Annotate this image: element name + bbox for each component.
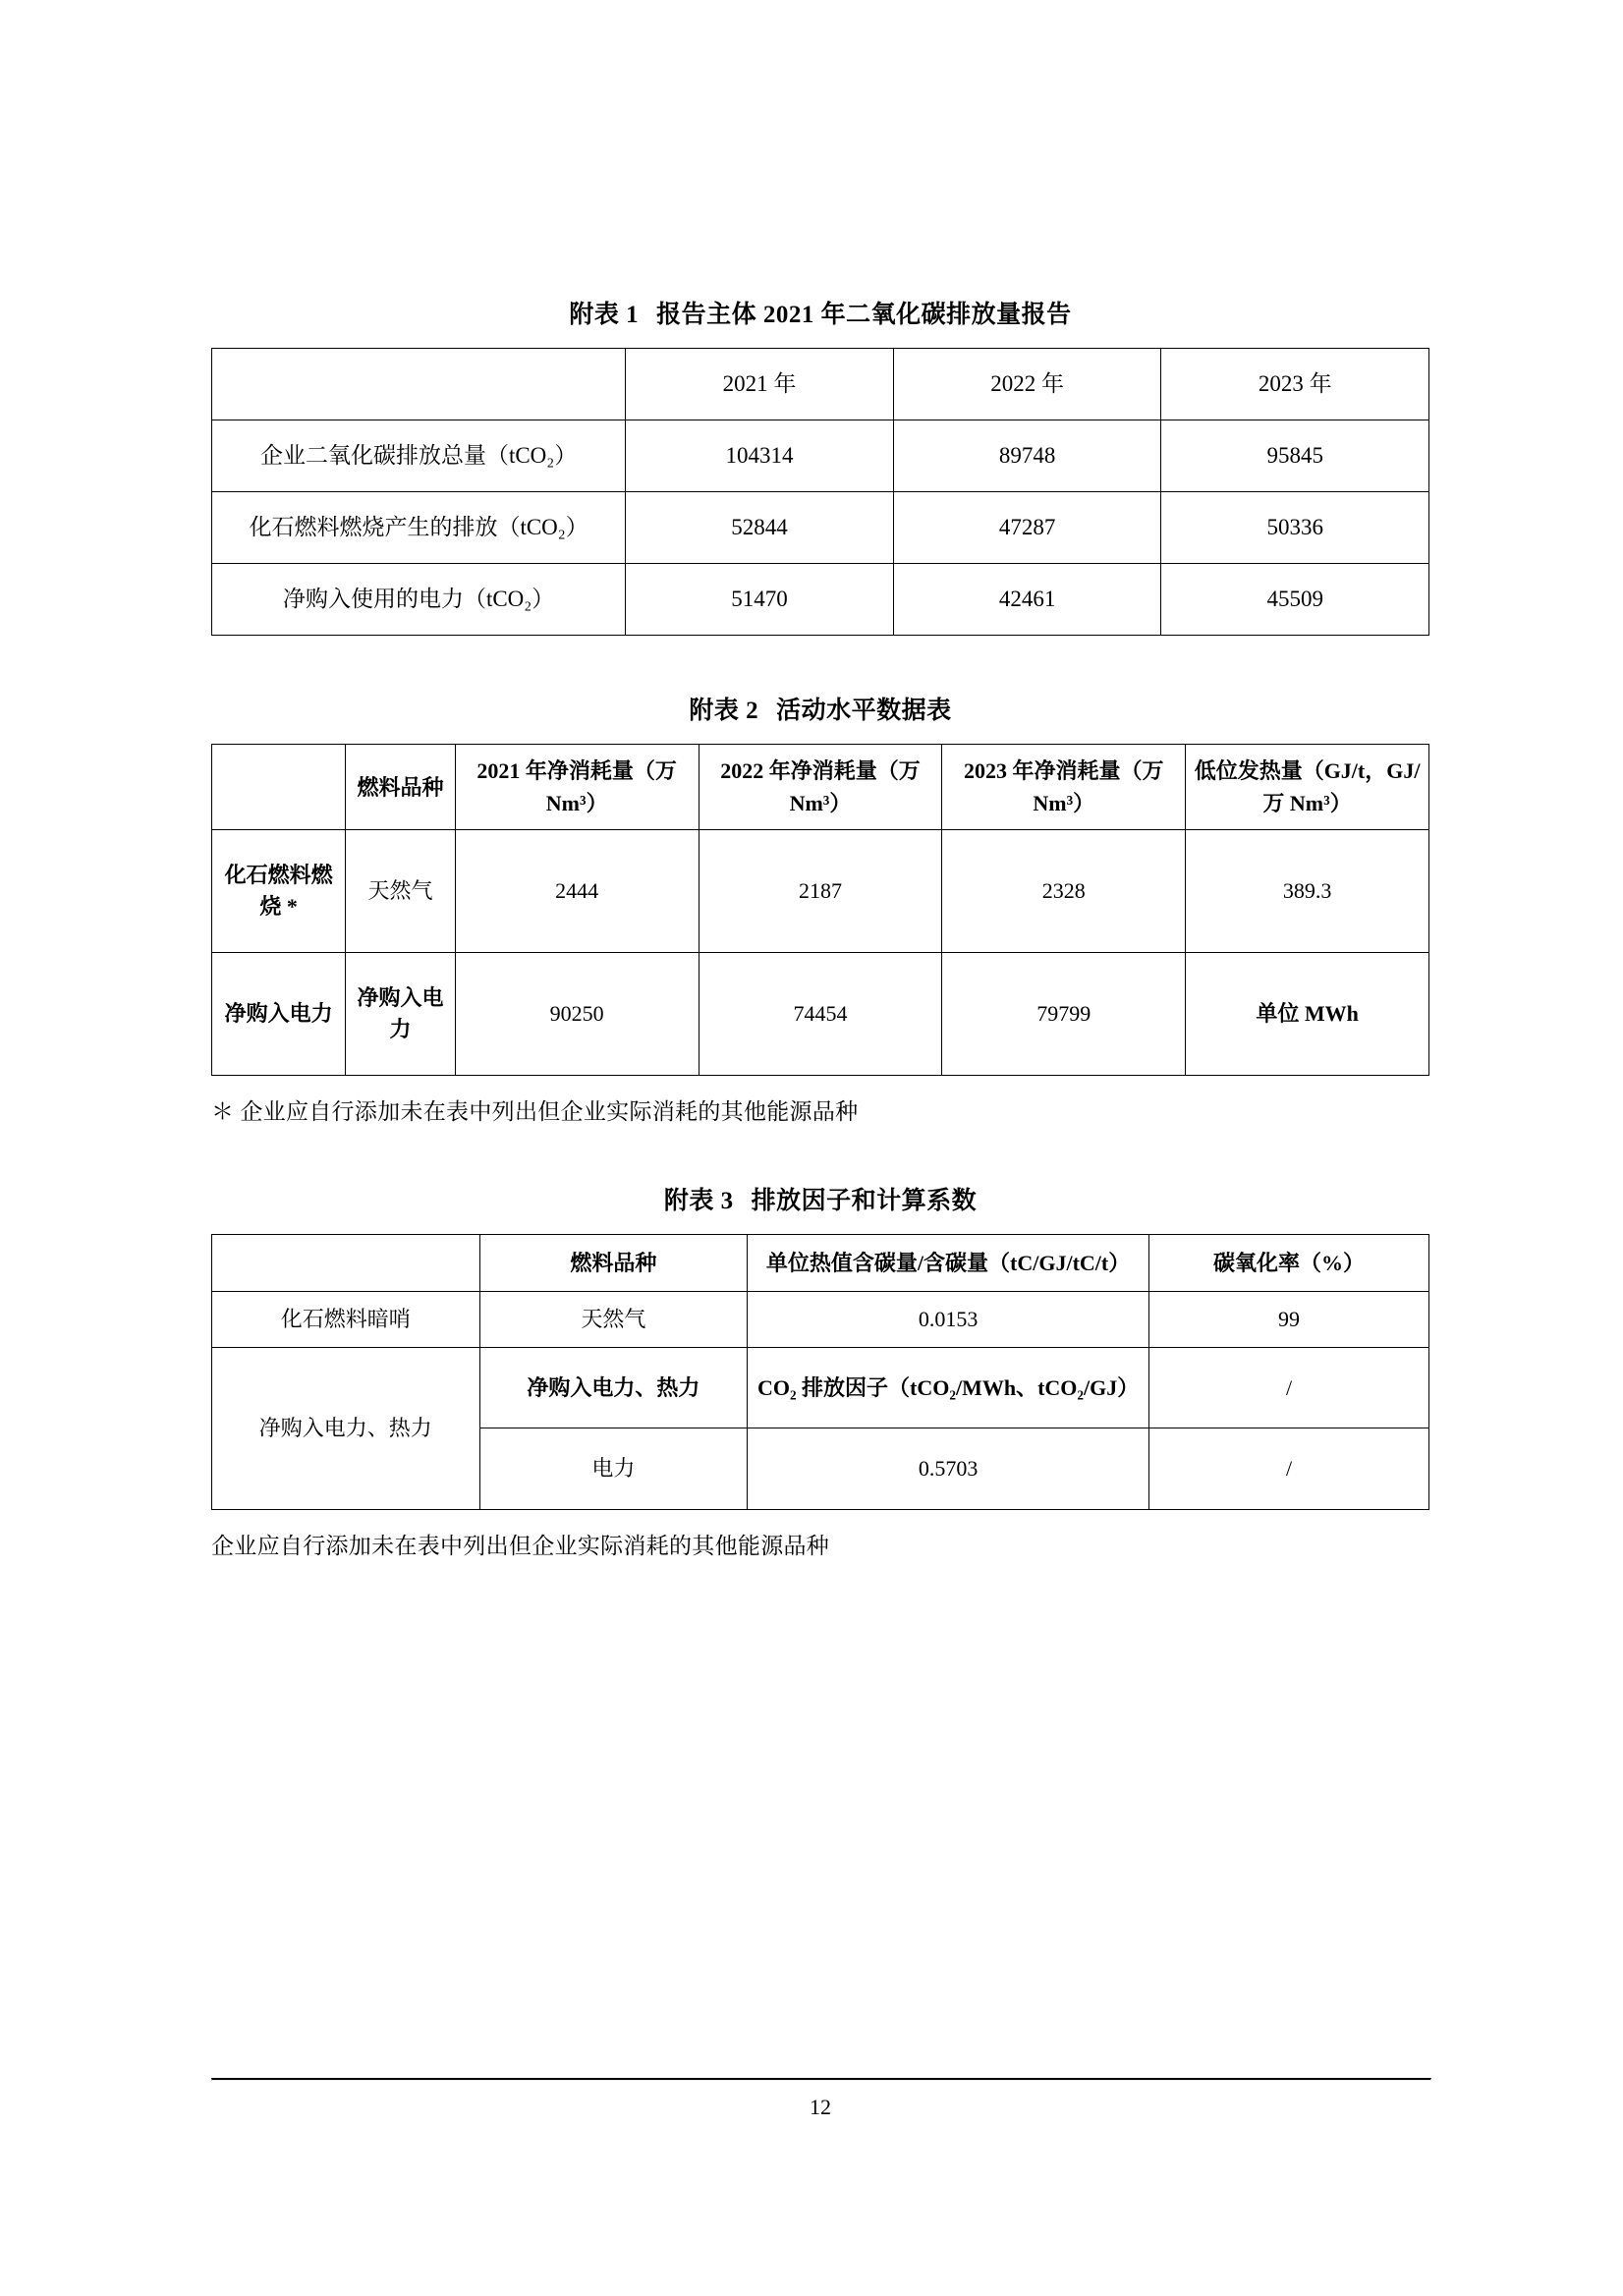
table1-header-2021: 2021 年 <box>626 349 894 420</box>
table2-row0-v2022: 2187 <box>699 830 942 953</box>
table1-row1-label: 化石燃料燃烧产生的排放（tCO₂） <box>212 492 626 564</box>
table-row <box>212 492 1429 564</box>
table2-header-2022: 2022 年净消耗量（万 Nm³） <box>699 745 942 830</box>
table1-row0-v2023: 95845 <box>1161 420 1429 492</box>
table1-title-text: 报告主体 2021 年二氧化碳排放量报告 <box>656 302 1072 328</box>
table2-row1-fuel: 净购入电力 <box>346 953 456 1076</box>
table1-row0-v2021: 104314 <box>626 420 894 492</box>
table-row <box>212 1235 1429 1292</box>
table3-row0-c2: 天然气 <box>479 1292 748 1348</box>
table2-row1-v2021: 90250 <box>455 953 699 1076</box>
table2-title-text: 活动水平数据表 <box>776 698 952 724</box>
table-row <box>212 953 1429 1076</box>
table2-title <box>211 691 1429 726</box>
table3-note: 企业应自行添加未在表中列出但企业实际消耗的其他能源品种 <box>211 1533 830 1558</box>
table2-header-fuel: 燃料品种 <box>346 745 456 830</box>
table-row <box>212 1292 1429 1348</box>
table2-title-label: 附表 2 <box>689 698 759 724</box>
table-row <box>212 745 1429 830</box>
table1-row0-v2022: 89748 <box>893 420 1161 492</box>
table-row <box>212 349 1429 420</box>
table2-row1-category: 净购入电力 <box>212 953 346 1076</box>
emissions-report-table <box>211 348 1429 636</box>
footer-divider <box>211 2078 1431 2081</box>
table-row <box>212 564 1429 636</box>
table1-row1-v2021: 52844 <box>626 492 894 564</box>
table3-row1-c2: 净购入电力、热力 <box>479 1347 748 1428</box>
page-number: 12 <box>810 2095 831 2119</box>
table1-row2-label: 净购入使用的电力（tCO₂） <box>212 564 626 636</box>
table2-row1-v2022: 74454 <box>699 953 942 1076</box>
table1-title <box>211 295 1429 330</box>
table1-header-2022: 2022 年 <box>893 349 1161 420</box>
page-content <box>211 295 1429 1615</box>
table1-row1-v2022: 47287 <box>893 492 1161 564</box>
table1-block <box>211 295 1429 636</box>
table1-row2-v2023: 45509 <box>1161 564 1429 636</box>
table2-row0-v2021: 2444 <box>455 830 699 953</box>
table2-header-2023: 2023 年净消耗量（万 Nm³） <box>942 745 1186 830</box>
table-row <box>212 830 1429 953</box>
table3-row2-c2: 电力 <box>479 1428 748 1510</box>
table1-header-blank <box>212 349 626 420</box>
table-row <box>212 1347 1429 1428</box>
table3-header-oxidation: 碳氧化率（%） <box>1149 1235 1429 1292</box>
table3-row1-c1: 净购入电力、热力 <box>212 1347 480 1509</box>
table1-row2-v2022: 42461 <box>893 564 1161 636</box>
table3-row2-c3: 0.5703 <box>748 1428 1149 1510</box>
table2-block <box>211 691 1429 1126</box>
table2-header-2021: 2021 年净消耗量（万 Nm³） <box>455 745 699 830</box>
table1-header-2023: 2023 年 <box>1161 349 1429 420</box>
table2-header-blank <box>212 745 346 830</box>
table3-row2-c4: / <box>1149 1428 1429 1510</box>
table3-header-blank <box>212 1235 480 1292</box>
table2-row1-v2023: 79799 <box>942 953 1186 1076</box>
table1-title-label: 附表 1 <box>569 302 640 328</box>
table2-row0-category: 化石燃料燃烧 * <box>212 830 346 953</box>
table1-row1-v2023: 50336 <box>1161 492 1429 564</box>
table3-header-carbon: 单位热值含碳量/含碳量（tC/GJ/tC/t） <box>748 1235 1149 1292</box>
table2-header-heatvalue: 低位发热量（GJ/t，GJ/万 Nm³） <box>1186 745 1429 830</box>
table-row <box>212 420 1429 492</box>
table2-row0-heat: 389.3 <box>1186 830 1429 953</box>
table3-row0-c1: 化石燃料暗哨 <box>212 1292 480 1348</box>
table1-row0-label: 企业二氧化碳排放总量（tCO₂） <box>212 420 626 492</box>
table3-row0-c4: 99 <box>1149 1292 1429 1348</box>
table3-title-label: 附表 3 <box>663 1188 734 1214</box>
table3-row0-c3: 0.0153 <box>748 1292 1149 1348</box>
table3-header-fuel: 燃料品种 <box>479 1235 748 1292</box>
table3-block <box>211 1181 1429 1560</box>
table3-row1-c3: CO₂ 排放因子（tCO₂/MWh、tCO₂/GJ） <box>748 1347 1149 1428</box>
table3-title-text: 排放因子和计算系数 <box>751 1188 978 1214</box>
table2-row0-v2023: 2328 <box>942 830 1186 953</box>
table3-row1-c4: / <box>1149 1347 1429 1428</box>
table1-row2-v2021: 51470 <box>626 564 894 636</box>
page-footer <box>211 2078 1429 2120</box>
table2-row0-fuel: 天然气 <box>346 830 456 953</box>
table2-note: ＊ 企业应自行添加未在表中列出但企业实际消耗的其他能源品种 <box>211 1099 859 1124</box>
emission-factor-table <box>211 1234 1429 1510</box>
table3-title <box>211 1181 1429 1216</box>
table2-row1-heat: 单位 MWh <box>1186 953 1429 1076</box>
activity-level-table <box>211 744 1429 1076</box>
